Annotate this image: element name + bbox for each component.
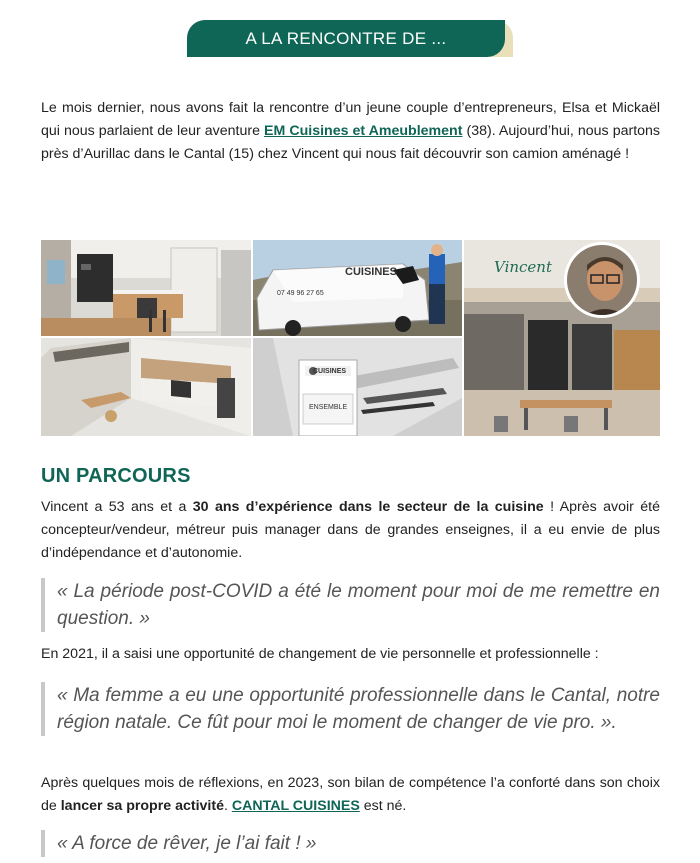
para3-bold: lancer sa propre activité [60,798,224,814]
portrait-caption: Vincent [494,258,552,276]
paragraph-experience [41,496,660,565]
quote-dream: « A force de rêver, je l’ai fait ! » [41,830,660,857]
portrait-kitchen-photo [464,240,660,436]
catalogue-brand-text: CUISINES [313,368,347,375]
para1-before: Vincent a 53 ans et a [41,499,193,515]
kitchen-3d-plan [41,338,251,436]
section-banner [187,20,513,57]
van-phone-text: 07 49 96 27 65 [277,290,324,297]
section-title: UN PARCOURS [41,465,191,487]
para3-before: Après quelques mois de réflexions, en 2023, son bilan de compétence l’a conforté dans son choix de [41,775,660,814]
banner-title: A LA RENCONTRE DE ... [187,20,505,57]
quote-post-covid: « La période post-COVID a été le moment pour moi de me remettre en question. » [41,578,660,632]
catalogue-photo [253,338,462,436]
para1-after: ! Après avoir été concepteur/vendeur, métreur puis manager dans de grandes enseignes, il a eu envie de plus d’indépendance et d’autonomie. [41,499,660,561]
para3-middle: . [223,798,232,814]
van-sign-text: CUISINES [345,266,397,278]
para1-bold: 30 ans d’expérience dans le secteur de la cuisine [192,499,544,515]
para3-after: est né. [359,798,407,814]
photo-collage [41,240,660,436]
intro-text-before: Le mois dernier, nous avons fait la rencontre d’un jeune couple d’entrepreneurs, Elsa et Mickaël qui nous parlaient de leur aventure [41,100,660,139]
vincent-portrait [564,242,640,318]
cantal-cuisines-link[interactable]: CANTAL CUISINES [231,798,360,814]
em-cuisines-link[interactable]: EM Cuisines et Ameublement [264,123,463,139]
catalogue-word-text: ENSEMBLE [309,404,348,411]
kitchen-photo-1 [41,240,251,336]
quote-cantal: « Ma femme a eu une opportunité professionnelle dans le Cantal, notre région natale. Ce fût pour moi le moment de changer de vie pro. ». [41,682,660,736]
paragraph-2021: En 2021, il a saisi une opportunité de changement de vie personnelle et professionnelle : [41,646,599,662]
intro-paragraph [41,97,660,166]
van-photo [253,240,462,336]
paragraph-launch [41,772,660,818]
intro-text-after: (38). Aujourd’hui, nous partons près d’Aurillac dans le Cantal (15) chez Vincent qui nous fait découvrir son camion aménagé ! [41,123,661,162]
